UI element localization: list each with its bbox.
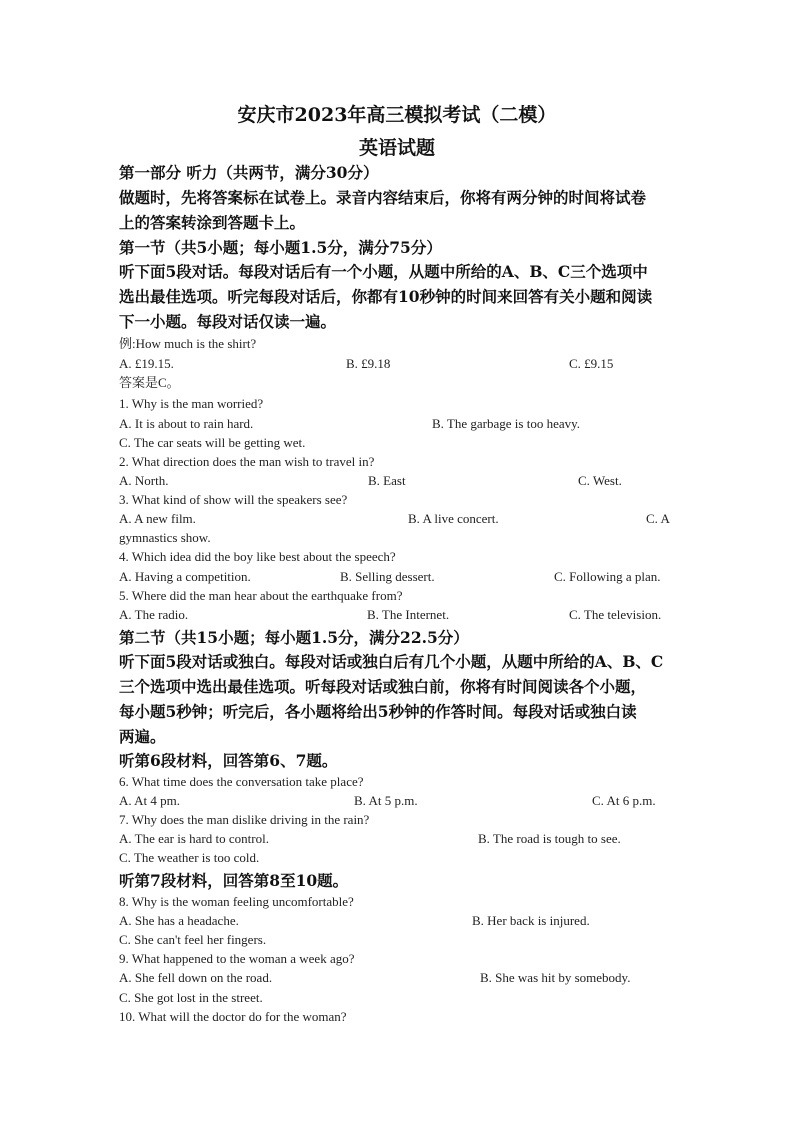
q1-option-b: B. The garbage is too heavy. <box>432 416 581 431</box>
exam-title: 安庆市2023年高三模拟考试（二模） <box>237 104 557 126</box>
section1-instruction <box>119 259 689 334</box>
q3-option-c-continued: gymnastics show. <box>119 530 211 545</box>
section1-instruction-line: 听下面5段对话。每段对话后有一个小题，从题中所给的A、B、C三个选项中 <box>119 262 648 281</box>
material-6-heading: 听第6段材料，回答第6、7题。 <box>119 751 338 770</box>
section2-instruction-line: 每小题5秒钟；听完后，各小题将给出5秒钟的作答时间。每段对话或独白读 <box>119 702 637 721</box>
section1-instruction-line: 下一小题。每段对话仅读一遍。 <box>119 312 337 331</box>
part1-instruction <box>119 185 689 235</box>
exam-subtitle: 英语试题 <box>358 137 435 159</box>
q2-option-c: C. West. <box>578 473 622 488</box>
q9-option-b: B. She was hit by somebody. <box>480 970 631 985</box>
question-1: 1. Why is the man worried? <box>119 396 264 411</box>
part1-instruction-line: 上的答案转涂到答题卡上。 <box>119 213 306 232</box>
material-7-heading: 听第7段材料，回答第8至10题。 <box>119 871 349 890</box>
question-2: 2. What direction does the man wish to travel in? <box>119 454 375 469</box>
q1-option-c: C. The car seats will be getting wet. <box>119 435 306 450</box>
q3-option-c: C. A <box>646 511 670 526</box>
q7-option-b: B. The road is tough to see. <box>478 831 621 846</box>
q3-option-b: B. A live concert. <box>408 511 499 526</box>
section2-instruction <box>119 649 689 749</box>
question-4: 4. Which idea did the boy like best about the speech? <box>119 549 396 564</box>
part1-instruction-line: 做题时，先将答案标在试卷上。录音内容结束后，你将有两分钟的时间将试卷 <box>119 188 647 207</box>
q2-option-b: B. East <box>368 473 406 488</box>
q8-option-a: A. She has a headache. <box>119 913 239 928</box>
question-3: 3. What kind of show will the speakers see? <box>119 492 348 507</box>
example-answer: 答案是C。 <box>119 375 180 390</box>
q8-option-c: C. She can't feel her fingers. <box>119 932 267 947</box>
part1-heading: 第一部分 听力（共两节，满分30分） <box>119 163 379 182</box>
question-6: 6. What time does the conversation take place? <box>119 774 364 789</box>
q5-option-c: C. The television. <box>569 607 662 622</box>
q5-option-b: B. The Internet. <box>367 607 450 622</box>
q4-option-b: B. Selling dessert. <box>340 569 435 584</box>
example-option-b: B. £9.18 <box>346 356 391 371</box>
q1-option-a: A. It is about to rain hard. <box>119 416 254 431</box>
q6-option-a: A. At 4 pm. <box>119 793 181 808</box>
example-question: 例:How much is the shirt? <box>119 336 257 351</box>
example-option-a: A. £19.15. <box>119 356 174 371</box>
q8-option-b: B. Her back is injured. <box>472 913 590 928</box>
question-7: 7. Why does the man dislike driving in the rain? <box>119 812 370 827</box>
example-option-c: C. £9.15 <box>569 356 614 371</box>
q3-option-a: A. A new film. <box>119 511 196 526</box>
section2-instruction-line: 三个选项中选出最佳选项。听每段对话或独白前，你将有时间阅读各个小题， <box>119 677 647 696</box>
q6-option-b: B. At 5 p.m. <box>354 793 418 808</box>
section1-heading: 第一节（共5小题；每小题1.5分，满分75分） <box>119 238 442 257</box>
q7-option-a: A. The ear is hard to control. <box>119 831 269 846</box>
question-8: 8. Why is the woman feeling uncomfortable? <box>119 894 354 909</box>
q2-option-a: A. North. <box>119 473 169 488</box>
q9-option-a: A. She fell down on the road. <box>119 970 273 985</box>
section2-heading: 第二节（共15小题；每小题1.5分，满分22.5分） <box>119 628 469 647</box>
section1-instruction-line: 选出最佳选项。听完每段对话后，你都有10秒钟的时间来回答有关小题和阅读 <box>119 287 653 306</box>
q6-option-c: C. At 6 p.m. <box>592 793 656 808</box>
q9-option-c: C. She got lost in the street. <box>119 990 263 1005</box>
question-9: 9. What happened to the woman a week ago? <box>119 951 355 966</box>
section2-instruction-line: 两遍。 <box>119 727 166 746</box>
q4-option-c: C. Following a plan. <box>554 569 661 584</box>
q4-option-a: A. Having a competition. <box>119 569 251 584</box>
q5-option-a: A. The radio. <box>119 607 189 622</box>
question-10: 10. What will the doctor do for the woman? <box>119 1009 347 1024</box>
q7-option-c: C. The weather is too cold. <box>119 850 260 865</box>
question-5: 5. Where did the man hear about the earthquake from? <box>119 588 403 603</box>
section2-instruction-line: 听下面5段对话或独白。每段对话或独白后有几个小题，从题中所给的A、B、C <box>119 652 664 671</box>
